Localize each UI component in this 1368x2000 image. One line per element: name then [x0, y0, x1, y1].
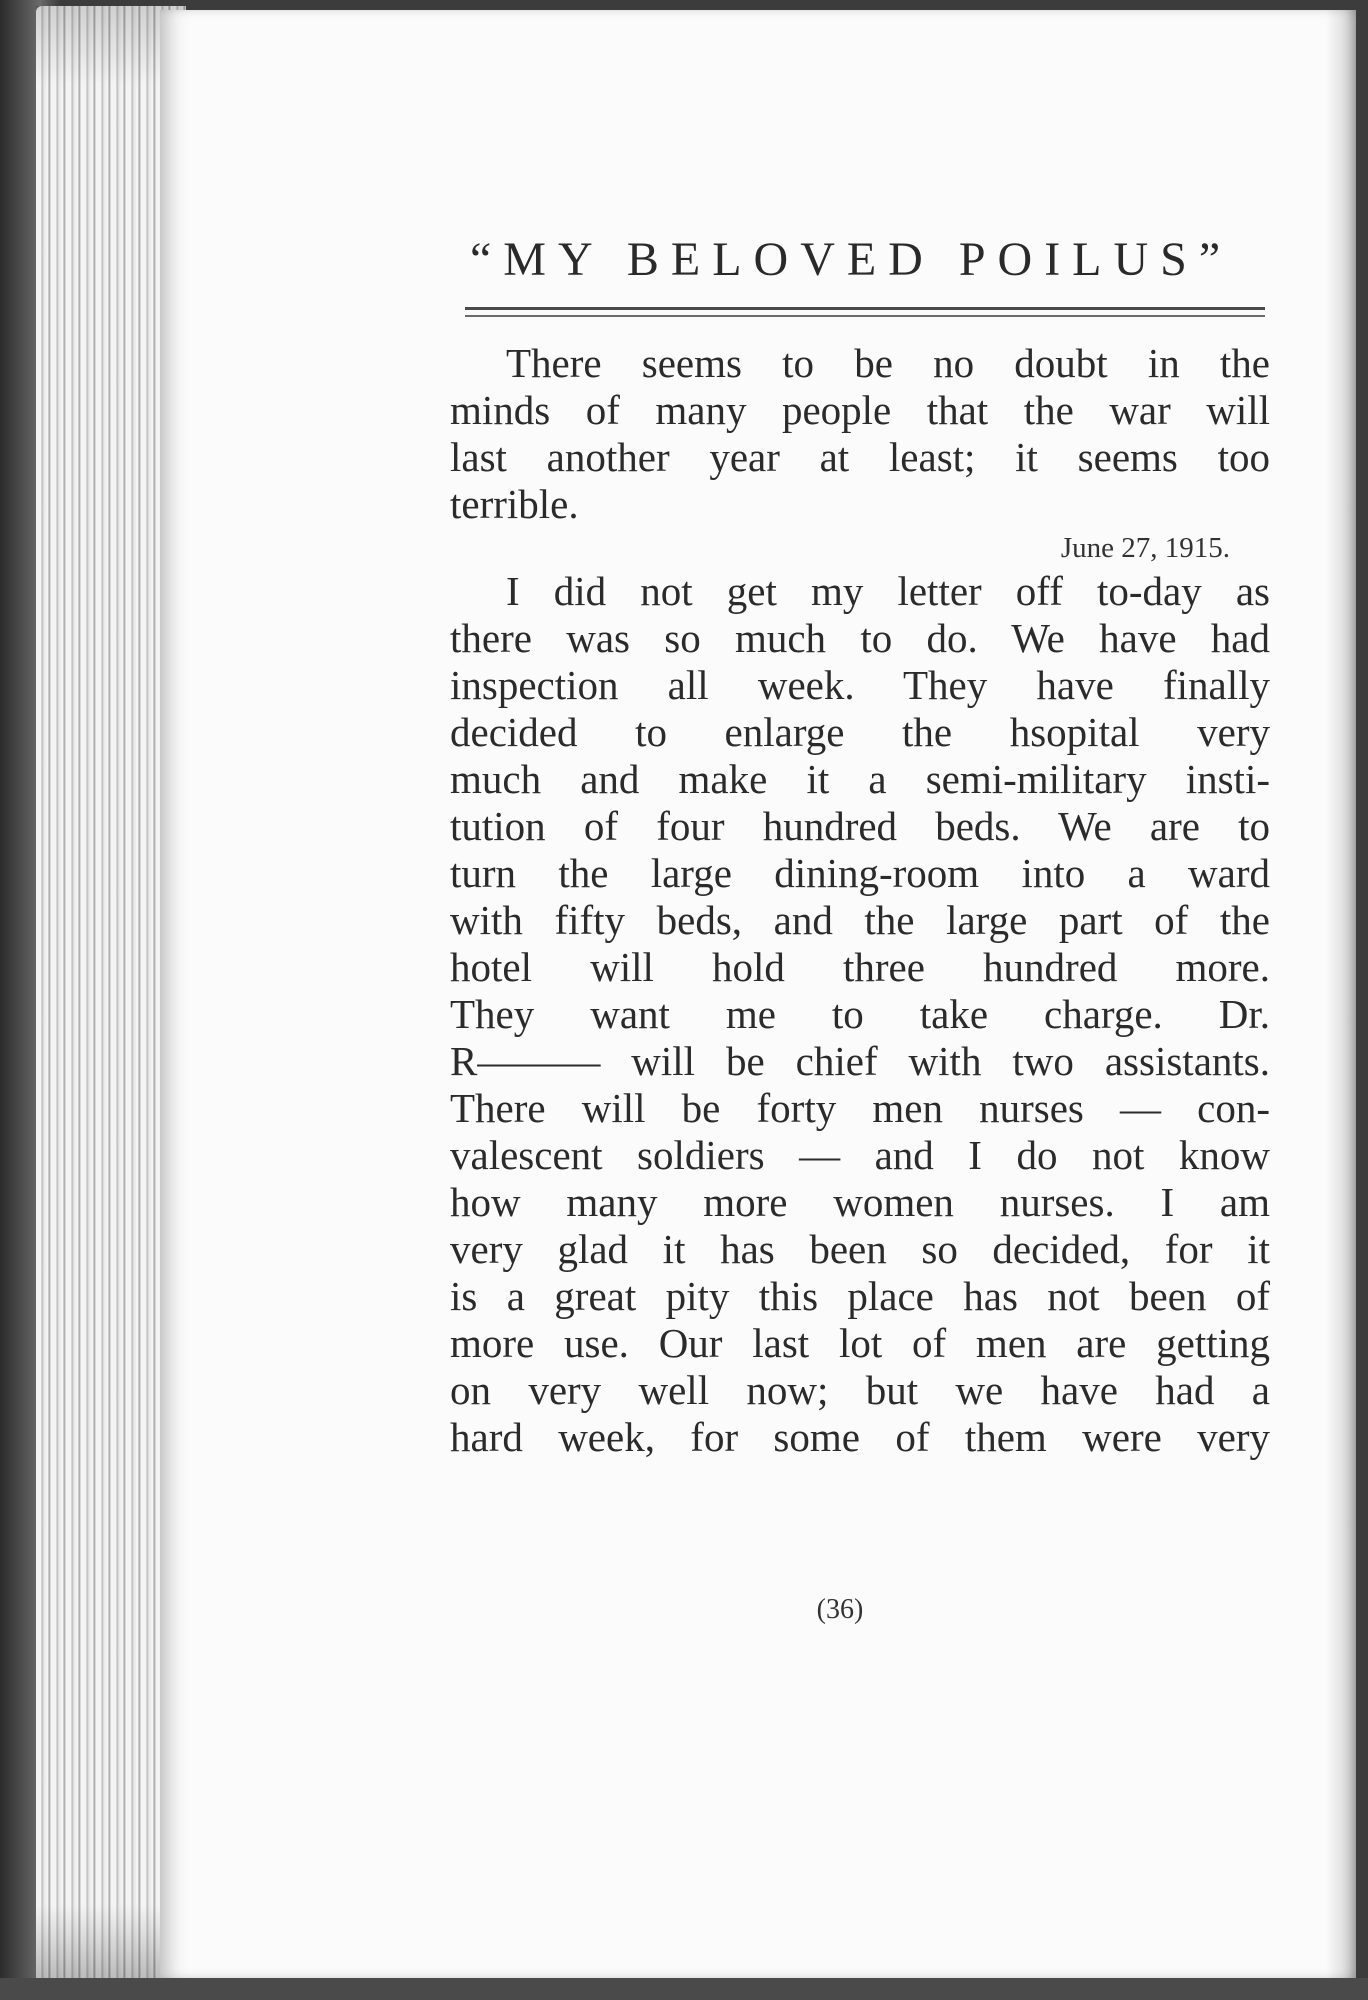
- running-head: “MY BELOVED POILUS”: [470, 233, 1233, 286]
- text-line: There seems to be no doubt in the: [506, 340, 1270, 386]
- header-rule-bottom: [465, 315, 1265, 317]
- text-line: with fifty beds, and the large part of the: [450, 897, 1270, 943]
- text-line: hard week, for some of them were very: [450, 1414, 1270, 1460]
- page-number: (36): [816, 1594, 864, 1625]
- gutter-shadow: [1326, 10, 1356, 1978]
- text-line: on very well now; but we have had a: [450, 1367, 1270, 1413]
- dateline: June 27, 1915.: [1060, 532, 1230, 564]
- text-line: much and make it a semi-military insti-: [450, 756, 1270, 802]
- text-line: inspection all week. They have finally: [450, 662, 1270, 708]
- scan-bottom-edge: [0, 1978, 1368, 2000]
- text-line: tution of four hundred beds. We are to: [450, 803, 1270, 849]
- text-line: hotel will hold three hundred more.: [450, 944, 1270, 990]
- text-line: minds of many people that the war will: [450, 387, 1270, 433]
- text-line: I did not get my letter off to-day as: [506, 568, 1270, 614]
- text-line: how many more women nurses. I am: [450, 1179, 1270, 1225]
- text-line: last another year at least; it seems too: [450, 434, 1270, 480]
- text-line: R——— will be chief with two assistants.: [450, 1038, 1270, 1084]
- text-line: terrible.: [450, 481, 579, 527]
- header-rule-top: [465, 307, 1265, 310]
- text-line: is a great pity this place has not been of: [450, 1273, 1270, 1319]
- text-line: There will be forty men nurses — con-: [450, 1085, 1270, 1131]
- text-line: very glad it has been so decided, for it: [450, 1226, 1270, 1272]
- body-text: [450, 340, 1270, 1461]
- text-line: there was so much to do. We have had: [450, 615, 1270, 661]
- text-line: They want me to take charge. Dr.: [450, 991, 1270, 1037]
- text-line: more use. Our last lot of men are getting: [450, 1320, 1270, 1366]
- text-line: valescent soldiers — and I do not know: [450, 1132, 1270, 1178]
- text-line: turn the large dining-room into a ward: [450, 850, 1270, 896]
- text-line: decided to enlarge the hsopital very: [450, 709, 1270, 755]
